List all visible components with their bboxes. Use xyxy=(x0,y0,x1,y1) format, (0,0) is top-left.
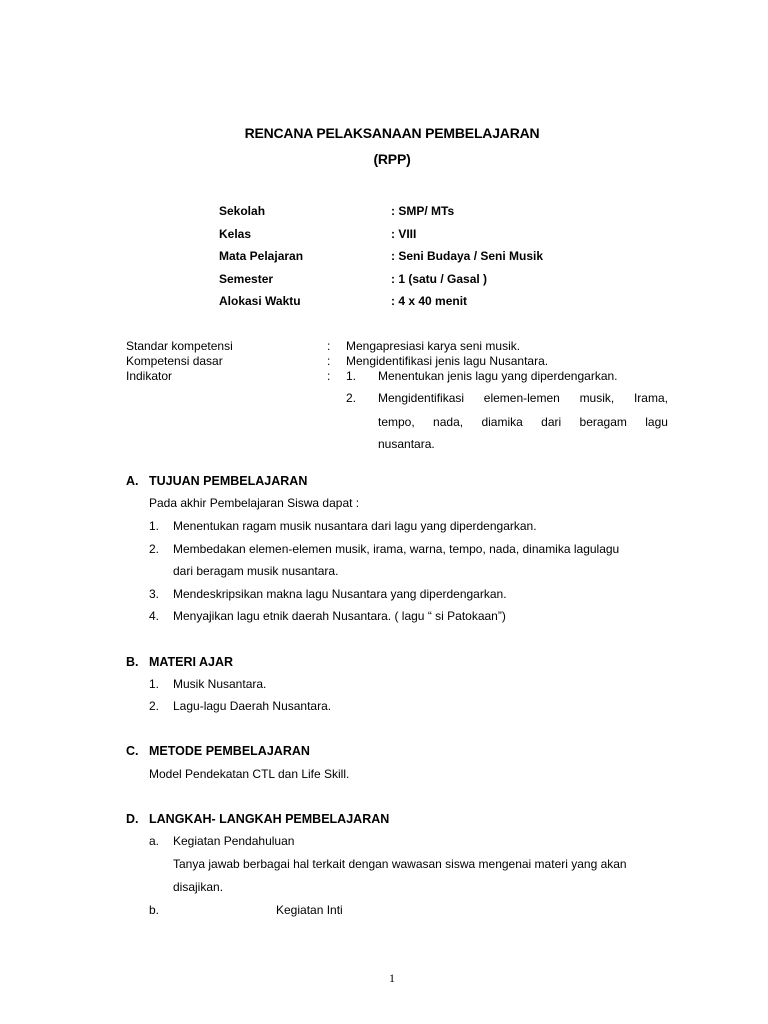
info-value-semester: : 1 (satu / Gasal ) xyxy=(391,272,488,286)
section-c-letter: C. xyxy=(126,744,139,758)
objective-number: 1. xyxy=(149,519,160,533)
indicator-2-word: musik, xyxy=(579,391,615,405)
basic-competency-colon: : xyxy=(327,354,331,368)
indicator-2-line1 xyxy=(378,391,668,405)
objective-number: 2. xyxy=(149,542,160,556)
basic-competency-label: Kompetensi dasar xyxy=(126,354,223,368)
section-d-heading: LANGKAH- LANGKAH PEMBELAJARAN xyxy=(149,812,390,826)
indicator-2-word: lagu xyxy=(645,415,668,429)
indicator-2-word: Irama, xyxy=(633,391,668,405)
indicator-1-text: Menentukan jenis lagu yang diperdengarkan. xyxy=(378,369,618,383)
section-c-heading: METODE PEMBELAJARAN xyxy=(149,744,310,758)
indicator-2-word: Mengidentifikasi xyxy=(378,391,465,405)
info-value-subject: : Seni Budaya / Seni Musik xyxy=(391,249,544,263)
material-number: 2. xyxy=(149,699,160,713)
indicator-2-word: dari xyxy=(541,415,562,429)
section-a-heading: TUJUAN PEMBELAJARAN xyxy=(149,474,308,488)
document-title: RENCANA PELAKSANAAN PEMBELAJARAN xyxy=(244,125,540,141)
indicator-2-number: 2. xyxy=(346,391,357,405)
material-number: 1. xyxy=(149,677,160,691)
basic-competency-value: Mengidentifikasi jenis lagu Nusantara. xyxy=(346,354,549,368)
indicator-2-word: diamika xyxy=(481,415,523,429)
indicator-colon: : xyxy=(327,369,331,383)
section-d-letter: D. xyxy=(126,812,139,826)
objective-text: Mendeskripsikan makna lagu Nusantara yang diperdengarkan. xyxy=(173,587,507,601)
indicator-label: Indikator xyxy=(126,369,173,383)
page-number: 1 xyxy=(389,971,395,985)
standard-competency-colon: : xyxy=(327,339,331,353)
info-label-subject: Mata Pelajaran xyxy=(219,249,304,263)
step-b-letter: b. xyxy=(149,903,160,917)
material-text: Musik Nusantara. xyxy=(173,677,267,691)
indicator-2-word: nada, xyxy=(433,415,464,429)
standard-competency-value: Mengapresiasi karya seni musik. xyxy=(346,339,521,353)
objective-text: Menentukan ragam musik nusantara dari lagu yang diperdengarkan. xyxy=(173,519,537,533)
objective-number: 4. xyxy=(149,609,160,623)
info-value-time: : 4 x 40 menit xyxy=(391,294,468,308)
section-b-heading: MATERI AJAR xyxy=(149,655,234,669)
info-value-class: : VIII xyxy=(391,227,417,241)
indicator-2-word: beragam xyxy=(579,415,627,429)
info-label-semester: Semester xyxy=(219,272,274,286)
indicator-1-number: 1. xyxy=(346,369,357,383)
step-b-label: Kegiatan Inti xyxy=(276,903,343,917)
objective-number: 3. xyxy=(149,587,160,601)
indicator-2-word: elemen-lemen xyxy=(483,391,560,405)
step-a-text: Tanya jawab berbagai hal terkait dengan wawasan siswa mengenai materi yang akan xyxy=(173,857,627,871)
objective-text: Menyajikan lagu etnik daerah Nusantara. ( lagu “ si Patokaan”) xyxy=(173,609,506,623)
method-text: Model Pendekatan CTL dan Life Skill. xyxy=(149,767,350,781)
step-a-label: Kegiatan Pendahuluan xyxy=(173,834,295,848)
standard-competency-label: Standar kompetensi xyxy=(126,339,233,353)
info-label-class: Kelas xyxy=(219,227,252,241)
indicator-2-word: tempo, xyxy=(378,415,415,429)
objective-text: Membedakan elemen-elemen musik, irama, warna, tempo, nada, dinamika lagulagu xyxy=(173,542,620,556)
info-label-school: Sekolah xyxy=(219,204,266,218)
material-text: Lagu-lagu Daerah Nusantara. xyxy=(173,699,332,713)
indicator-2-line2 xyxy=(378,415,668,429)
section-a-letter: A. xyxy=(126,474,139,488)
info-value-school: : SMP/ MTs xyxy=(391,204,455,218)
step-a-text-continued: disajikan. xyxy=(173,880,224,894)
objective-text-continued: dari beragam musik nusantara. xyxy=(173,564,339,578)
step-a-letter: a. xyxy=(149,834,160,848)
section-b-letter: B. xyxy=(126,655,139,669)
section-a-intro: Pada akhir Pembelajaran Siswa dapat : xyxy=(149,496,360,510)
document-subtitle: (RPP) xyxy=(373,151,411,167)
indicator-2-line3: nusantara. xyxy=(378,437,435,451)
info-label-time: Alokasi Waktu xyxy=(219,294,301,308)
